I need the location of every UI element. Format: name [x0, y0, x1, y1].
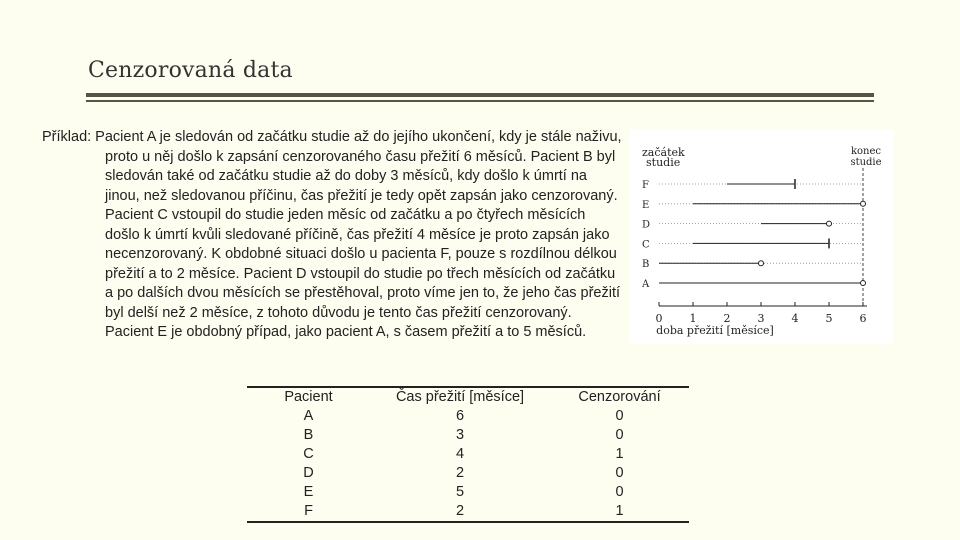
x-tick-label: 3 [757, 312, 765, 325]
censor-marker [861, 281, 866, 286]
table-row [247, 464, 689, 483]
x-tick-label: 5 [825, 312, 833, 325]
cell-patient: E [303, 484, 314, 500]
patient-label: A [642, 279, 650, 290]
cell-time: 6 [455, 408, 465, 424]
cell-censoring: 0 [615, 484, 624, 500]
censor-marker [759, 261, 764, 266]
header-censoring: Cenzorování [578, 389, 661, 405]
header-patient: Pacient [284, 389, 333, 405]
survival-figure [630, 130, 894, 344]
label-study-start: začátek [642, 146, 685, 159]
table-row [247, 483, 689, 502]
cell-patient: B [303, 427, 314, 443]
cell-censoring: 0 [615, 465, 624, 481]
survival-table [247, 386, 689, 523]
table-row [247, 502, 689, 521]
title-rule-thick [86, 93, 874, 97]
cell-time: 2 [455, 465, 465, 481]
table-row [247, 426, 689, 445]
label-study-start: studie [646, 156, 681, 169]
patient-label: C [642, 239, 650, 251]
patient-label: E [642, 199, 650, 211]
cell-time: 4 [455, 446, 465, 462]
censor-marker [861, 201, 866, 206]
cell-patient: D [303, 465, 314, 481]
cell-censoring: 1 [615, 446, 624, 462]
title-rule-thin [86, 100, 874, 102]
label-study-end: studie [850, 157, 882, 168]
patient-label: D [642, 219, 651, 231]
x-tick-label: 2 [723, 312, 731, 325]
example-text: Příklad: Pacient A je sledován od začátku studie až do jejího ukončení, kdy je stále naživu, proto u něj došlo k zapsání cenzorovaného času přežití 6 měsíců. Pacient B byl sledován také od začátku studie až do doby 3 měsíců, kdy došlo k úmrtí na jinou, než sledovanou příčinu, čas přežití je tedy opět zapsán jako cenzorovaný. Pacient C vstoupil do studie jeden měsíc od začátku a po čtyřech měsících došlo k úmrtí kvůli sledované příčině, čas přežití 4 měsíce je proto zapsán jako necenzorovaný. K obdobné situaci došlo u pacienta F, pouze s rozdílnou délkou přežití a to 2 měsíce. Pacient D vstoupil do studie po třech měsících od začátku a po dalších dvou měsících se přestěhoval, proto víme jen to, že jeho čas přežití byl delší než 2 měsíce, z tohoto důvodu je tento čas přežití cenzorovaný. Pacient E je obdobný případ, jako pacient A, s časem přežití a to 5 měsíců. [42, 129, 622, 340]
cell-censoring: 0 [615, 427, 624, 443]
x-tick-label: 0 [655, 312, 663, 325]
table-row [247, 407, 689, 426]
patient-label: F [642, 180, 649, 191]
cell-time: 5 [455, 484, 465, 500]
cell-censoring: 1 [615, 503, 624, 519]
cell-patient: F [304, 503, 313, 519]
cell-patient: C [303, 446, 314, 462]
label-study-end: konec [850, 146, 882, 157]
table-header-row [247, 388, 689, 407]
x-tick-label: 6 [859, 312, 867, 325]
x-axis-label: doba přežití [měsíce] [656, 324, 774, 337]
slide-title: Cenzorovaná data [88, 58, 293, 83]
x-tick-label: 1 [689, 312, 697, 325]
header-survival-time: Čas přežití [měsíce] [395, 389, 525, 405]
cell-time: 2 [455, 503, 465, 519]
follow-up-diagram [630, 130, 894, 344]
x-tick-label: 4 [791, 312, 799, 325]
cell-time: 3 [455, 427, 465, 443]
cell-censoring: 0 [615, 408, 624, 424]
cell-patient: A [303, 408, 314, 424]
table-row [247, 445, 689, 464]
censor-marker [827, 221, 832, 226]
example-paragraph [42, 128, 624, 343]
patient-label: B [642, 259, 650, 271]
